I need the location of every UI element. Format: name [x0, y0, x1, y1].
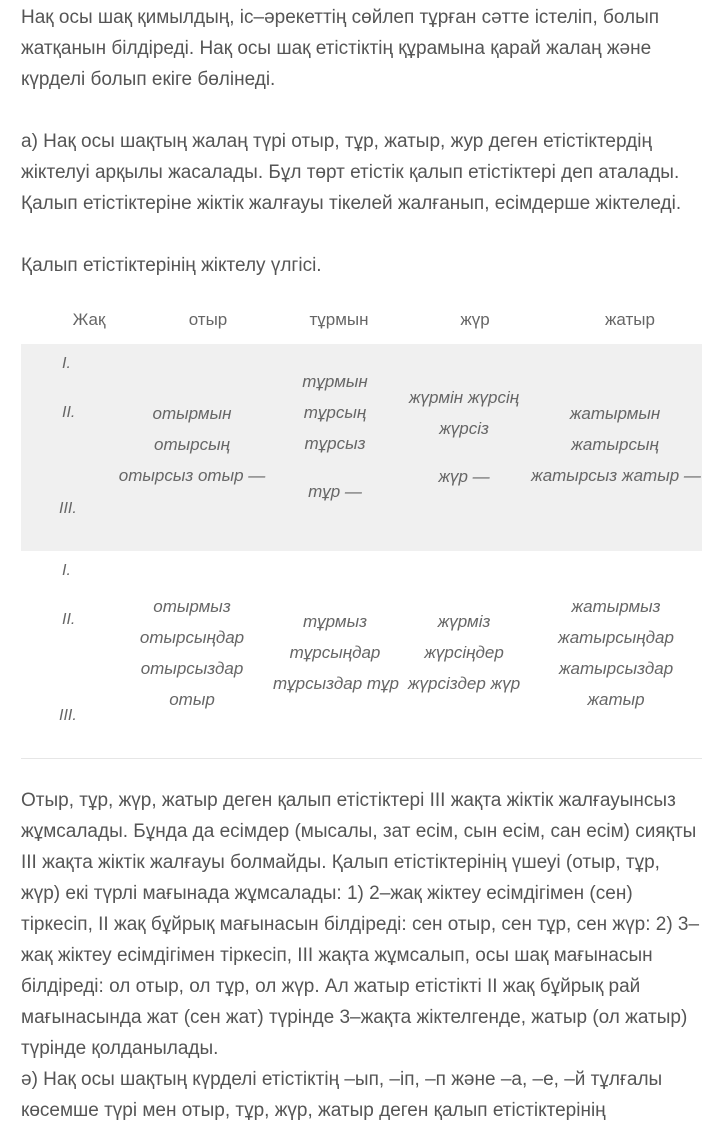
cell-zhatyr-singular: жатырмын жатырсың жатырсыз жатыр — [531, 404, 701, 485]
header-zhur: жүр [460, 310, 490, 329]
person-2: II. [62, 611, 76, 628]
paragraph-table-caption: Қалып етістіктерінің жіктелу үлгісі. [21, 255, 322, 276]
person-3: III. [59, 707, 77, 724]
cell-otyr-singular: отырмын отырсың отырсыз отыр — [118, 404, 266, 485]
person-1: I. [62, 562, 71, 579]
table-header-row [21, 300, 702, 344]
table-row-singular [21, 344, 702, 551]
cell-tur-plural: тұрмыз тұрсыңдар тұрсыздар тұр [273, 612, 399, 693]
header-person: Жақ [72, 310, 106, 329]
person-3: III. [59, 500, 77, 517]
paragraph-intro: Нақ осы шақ қимылдың, іс–әрекеттің сөйлеп тұрған сәтте істеліп, болып жатқанын білдіреді. Нақ осы шақ етістіктің құрамына қарай жалаң және күрделі болып екіге бөлінеді. [21, 7, 660, 90]
person-1: I. [62, 355, 71, 372]
header-otyr: отыр [188, 310, 228, 329]
paragraph-compound-form: ә) Нақ осы шақтың күрделі етістіктің –ып, –іп, –п және –а, –е, –й тұлғалы көсемше түрі мен отыр, тұр, жүр, жатыр деген қалып етістіктерінің [21, 1069, 663, 1121]
cell-tur-singular: тұрмын тұрсың тұрсыз тұр — [302, 372, 368, 501]
table-row-plural [21, 551, 702, 759]
cell-zhur-singular: жүрмін жүрсің жүрсіз жүр — [408, 388, 520, 486]
header-tur: тұрмын [309, 310, 369, 329]
cell-zhur-plural: жүрміз жүрсіңдер жүрсіздер жүр [407, 612, 521, 693]
person-2: II. [62, 404, 76, 421]
cell-otyr-plural: отырмыз отырсыңдар отырсыздар отыр [139, 597, 245, 709]
cell-zhatyr-plural: жатырмыз жатырсыңдар жатырсыздар жатыр [558, 597, 674, 709]
paragraph-usage: Отыр, тұр, жүр, жатыр деген қалып етістіктері III жақта жіктік жалғауынсыз жұмсалады. Бұнда да есімдер (мысалы, зат есім, сын есім, сан есім) сияқты III жақта жіктік жалғауы болмайды. Қалып етістіктерінің үшеуі (отыр, тұр, жүр) екі түрлі мағынада жұмсалады: 1) 2–жақ жіктеу есімдігімен (сен) тіркесіп, II жақ бұйрық мағынасын білдіреді: сен отыр, сен тұр, сен жүр: 2) 3–жақ жіктеу есімдігімен тіркесіп, III жақта жұмсалып, осы шақ мағынасын білдіреді: ол отыр, ол тұр, ол жүр. Ал жатыр етістікті II жақ бұйрық рай мағынасында жат (сен жат) түрінде 3–жақта жіктелгенде, жатыр (ол жатыр) түрінде қолданылады. [21, 790, 700, 1059]
paragraph-simple-form: а) Нақ осы шақтың жалаң түрі отыр, тұр, жатыр, жур деген етістіктердің жіктелуі арқылы жасалады. Бұл төрт етістік қалып етістіктері деп аталады. Қалып етістіктеріне жіктік жалғауы тікелей жалғанып, есімдерше жіктеледі. [21, 131, 682, 214]
conjugation-table [21, 300, 702, 759]
header-zhatyr: жатыр [605, 310, 655, 329]
